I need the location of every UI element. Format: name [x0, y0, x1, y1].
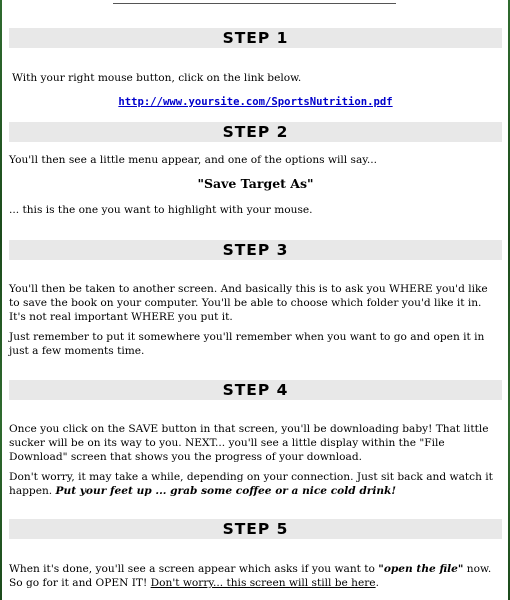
- step-3-heading: STEP 3: [9, 240, 502, 260]
- step-4-paragraph-2: [9, 470, 497, 498]
- step-1-instruction: With your right mouse button, click on the link below.: [12, 72, 302, 84]
- step-4-paragraph-1: Once you click on the SAVE button in that screen, you'll be downloading baby! That little sucker will be on its way to you. NEXT... you'll see a little display within the "File Download" screen that shows you the progress of your download.: [9, 423, 489, 463]
- left-edge-decoration: [0, 0, 2, 600]
- save-target-as-text: "Save Target As": [197, 176, 314, 191]
- step-5-paragraph-1: [9, 562, 497, 590]
- step-5-p1-emphasis: "open the file": [378, 563, 464, 575]
- step-4-p2-text: Don't worry, it may take a while, depending on your connection. Just sit back and watch it happen.: [9, 471, 493, 497]
- step-2-after: ... this is the one you want to highlight with your mouse.: [9, 204, 313, 216]
- step-1-heading: STEP 1: [9, 28, 502, 48]
- step-5-underlined-note: Don't worry... this screen will still be here: [150, 577, 376, 589]
- step-5-p1-start: When it's done, you'll see a screen appear which asks if you want to: [9, 563, 379, 575]
- top-divider: [113, 3, 396, 4]
- step-5-heading: STEP 5: [9, 519, 502, 539]
- download-link[interactable]: http://www.yoursite.com/SportsNutrition.pdf: [118, 96, 393, 108]
- step-2-heading: STEP 2: [9, 122, 502, 142]
- step-3-paragraph-2: Just remember to put it somewhere you'll remember when you want to go and open it in just a few moments time.: [9, 331, 485, 357]
- step-3-paragraph-1: You'll then be taken to another screen. And basically this is to ask you WHERE you'd like to save the book on your computer. You'll be able to choose which folder you'd like it in. It's not real important WHERE you put it.: [9, 283, 488, 323]
- download-link-row: [9, 95, 502, 109]
- step-4-heading: STEP 4: [9, 380, 502, 400]
- step-5-p1-mid: now. So go for it and OPEN IT!: [9, 563, 492, 589]
- step-2-text: You'll then see a little menu appear, and one of the options will say...: [9, 154, 377, 166]
- save-target-as-row: [9, 177, 502, 192]
- step-4-p2-emphasis: Put your feet up ... grab some coffee or a nice cold drink!: [55, 485, 397, 497]
- step-5-p1-end: .: [375, 577, 379, 589]
